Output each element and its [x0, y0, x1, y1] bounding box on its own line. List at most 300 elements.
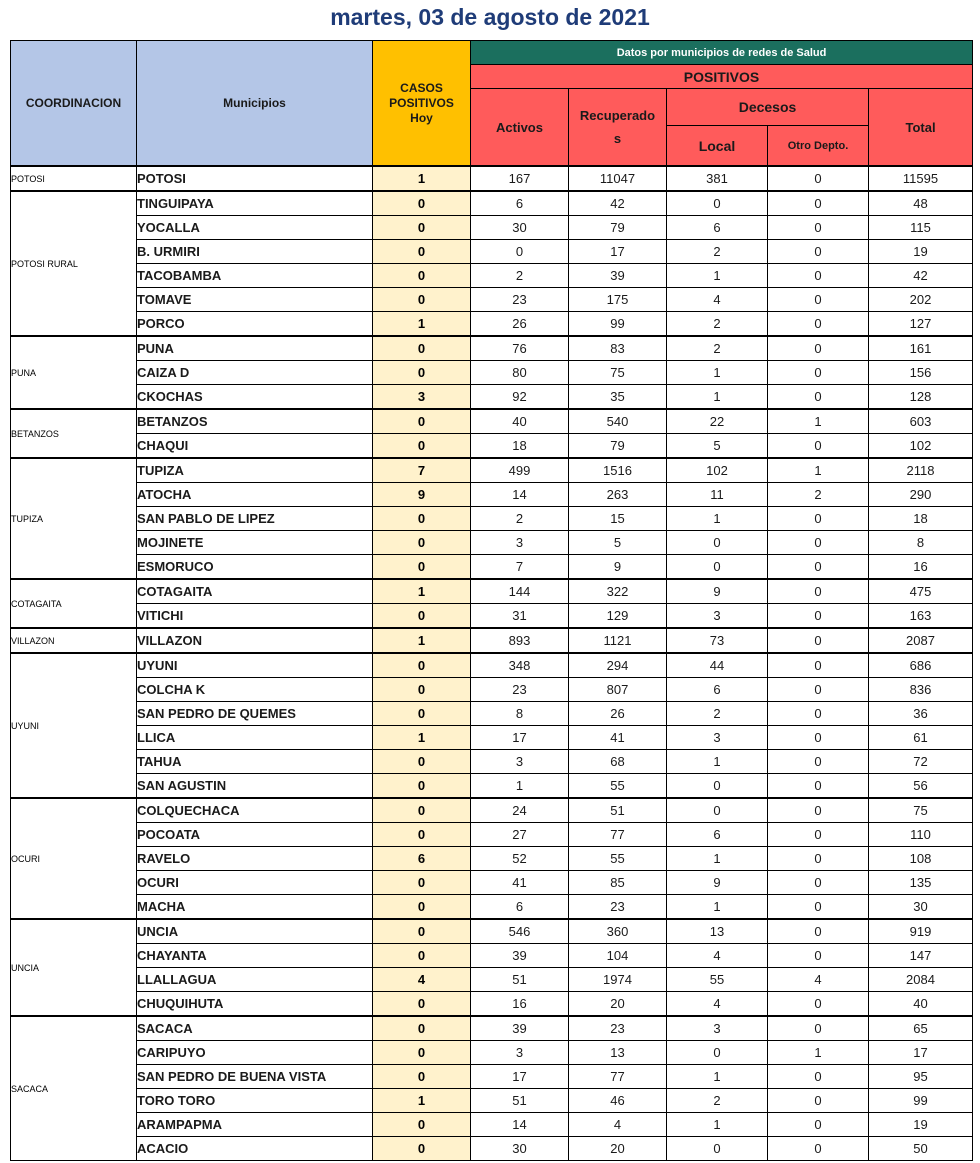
- local-decesos-cell: 102: [667, 458, 768, 483]
- coordinacion-group: [11, 166, 973, 191]
- total-cell: 2118: [869, 458, 973, 483]
- activos-cell: 39: [471, 944, 569, 968]
- activos-cell: 6: [471, 191, 569, 216]
- total-cell: 290: [869, 483, 973, 507]
- coordinacion-cell: COTAGAITA: [11, 579, 137, 628]
- casos-header-line: POSITIVOS: [389, 95, 454, 110]
- recuperados-cell: 20: [569, 1137, 667, 1161]
- activos-cell: 40: [471, 409, 569, 434]
- local-decesos-cell: 6: [667, 823, 768, 847]
- otro-depto-cell: 0: [768, 823, 869, 847]
- recuperados-cell: 1974: [569, 968, 667, 992]
- total-cell: 48: [869, 191, 973, 216]
- municipio-cell: TUPIZA: [137, 458, 373, 483]
- total-cell: 686: [869, 653, 973, 678]
- casos-hoy-cell: 0: [373, 750, 471, 774]
- table-row: [11, 555, 973, 580]
- otro-depto-cell: 0: [768, 895, 869, 920]
- local-decesos-cell: 9: [667, 871, 768, 895]
- otro-depto-cell: 0: [768, 361, 869, 385]
- casos-hoy-cell: 0: [373, 216, 471, 240]
- casos-hoy-cell: 0: [373, 702, 471, 726]
- municipio-cell: CKOCHAS: [137, 385, 373, 410]
- table-row: [11, 166, 973, 191]
- otro-depto-cell: 0: [768, 312, 869, 337]
- total-cell: 147: [869, 944, 973, 968]
- activos-cell: 41: [471, 871, 569, 895]
- total-cell: 919: [869, 919, 973, 944]
- table-row: [11, 579, 973, 604]
- activos-cell: 0: [471, 240, 569, 264]
- otro-depto-cell: 0: [768, 702, 869, 726]
- total-cell: 72: [869, 750, 973, 774]
- table-row: [11, 678, 973, 702]
- local-decesos-cell: 6: [667, 216, 768, 240]
- recuperados-cell: 322: [569, 579, 667, 604]
- municipio-cell: MACHA: [137, 895, 373, 920]
- activos-cell: 51: [471, 1089, 569, 1113]
- activos-cell: 14: [471, 1113, 569, 1137]
- municipio-cell: BETANZOS: [137, 409, 373, 434]
- municipio-cell: CHAYANTA: [137, 944, 373, 968]
- local-decesos-cell: 2: [667, 702, 768, 726]
- municipio-cell: PUNA: [137, 336, 373, 361]
- casos-hoy-cell: 0: [373, 409, 471, 434]
- coordinacion-cell: POTOSI: [11, 166, 137, 191]
- otro-depto-cell: 0: [768, 653, 869, 678]
- table-row: [11, 1016, 973, 1041]
- recuperados-cell: 23: [569, 895, 667, 920]
- casos-hoy-cell: 1: [373, 312, 471, 337]
- table-row: [11, 604, 973, 629]
- table-row: [11, 385, 973, 410]
- coordinacion-group: [11, 628, 973, 653]
- local-decesos-cell: 2: [667, 336, 768, 361]
- activos-cell: 893: [471, 628, 569, 653]
- local-decesos-cell: 11: [667, 483, 768, 507]
- recuperados-cell: 77: [569, 823, 667, 847]
- recuperados-cell: 55: [569, 847, 667, 871]
- municipio-cell: POTOSI: [137, 166, 373, 191]
- total-cell: 110: [869, 823, 973, 847]
- casos-header-line: CASOS: [400, 80, 443, 95]
- total-cell: 603: [869, 409, 973, 434]
- table-row: [11, 750, 973, 774]
- casos-hoy-cell: 0: [373, 1016, 471, 1041]
- local-decesos-cell: 0: [667, 191, 768, 216]
- local-decesos-cell: 0: [667, 1137, 768, 1161]
- casos-hoy-cell: 0: [373, 604, 471, 629]
- local-decesos-cell: 3: [667, 1016, 768, 1041]
- table-row: [11, 361, 973, 385]
- casos-hoy-cell: 0: [373, 774, 471, 799]
- otro-depto-cell: 0: [768, 555, 869, 580]
- activos-cell: 39: [471, 1016, 569, 1041]
- activos-cell: 76: [471, 336, 569, 361]
- table-row: [11, 1041, 973, 1065]
- local-decesos-cell: 13: [667, 919, 768, 944]
- municipio-cell: TAHUA: [137, 750, 373, 774]
- coordinacion-group: [11, 1016, 973, 1161]
- total-cell: 202: [869, 288, 973, 312]
- otro-depto-cell: 0: [768, 678, 869, 702]
- municipio-cell: SAN PEDRO DE QUEMES: [137, 702, 373, 726]
- activos-cell: 80: [471, 361, 569, 385]
- casos-hoy-cell: 3: [373, 385, 471, 410]
- recuperados-cell: 46: [569, 1089, 667, 1113]
- recuperados-header: [569, 89, 667, 167]
- recuperados-cell: 35: [569, 385, 667, 410]
- activos-cell: 31: [471, 604, 569, 629]
- activos-cell: 167: [471, 166, 569, 191]
- otro-depto-cell: 0: [768, 871, 869, 895]
- municipio-cell: UNCIA: [137, 919, 373, 944]
- activos-cell: 23: [471, 288, 569, 312]
- total-cell: 19: [869, 240, 973, 264]
- activos-cell: 30: [471, 1137, 569, 1161]
- table-row: [11, 919, 973, 944]
- coordinacion-group: [11, 653, 973, 798]
- activos-cell: 7: [471, 555, 569, 580]
- municipio-cell: VILLAZON: [137, 628, 373, 653]
- otro-depto-cell: 0: [768, 166, 869, 191]
- total-cell: 127: [869, 312, 973, 337]
- recuperados-cell: 23: [569, 1016, 667, 1041]
- table-row: [11, 895, 973, 920]
- table-row: [11, 798, 973, 823]
- municipio-cell: MOJINETE: [137, 531, 373, 555]
- local-decesos-cell: 2: [667, 1089, 768, 1113]
- local-decesos-cell: 1: [667, 361, 768, 385]
- local-decesos-cell: 1: [667, 895, 768, 920]
- local-decesos-cell: 381: [667, 166, 768, 191]
- activos-cell: 2: [471, 507, 569, 531]
- table-row: [11, 531, 973, 555]
- total-cell: 135: [869, 871, 973, 895]
- local-decesos-cell: 4: [667, 944, 768, 968]
- municipio-cell: OCURI: [137, 871, 373, 895]
- municipio-cell: CARIPUYO: [137, 1041, 373, 1065]
- otro-depto-cell: 0: [768, 216, 869, 240]
- otro-depto-cell: 0: [768, 579, 869, 604]
- recuperados-cell: 360: [569, 919, 667, 944]
- activos-cell: 14: [471, 483, 569, 507]
- recuperados-header-line: s: [613, 131, 622, 146]
- otro-depto-cell: 0: [768, 919, 869, 944]
- activos-cell: 17: [471, 1065, 569, 1089]
- local-decesos-cell: 3: [667, 726, 768, 750]
- municipio-cell: LLALLAGUA: [137, 968, 373, 992]
- municipio-cell: SAN PEDRO DE BUENA VISTA: [137, 1065, 373, 1089]
- local-decesos-cell: 55: [667, 968, 768, 992]
- otro-depto-cell: 1: [768, 409, 869, 434]
- casos-hoy-cell: 1: [373, 579, 471, 604]
- recuperados-cell: 1516: [569, 458, 667, 483]
- recuperados-cell: 39: [569, 264, 667, 288]
- activos-header: Activos: [471, 89, 569, 167]
- casos-hoy-cell: 0: [373, 434, 471, 459]
- table-row: [11, 823, 973, 847]
- municipio-cell: CHAQUI: [137, 434, 373, 459]
- otro-depto-cell: 0: [768, 992, 869, 1017]
- table-row: [11, 702, 973, 726]
- total-cell: 475: [869, 579, 973, 604]
- local-decesos-cell: 1: [667, 385, 768, 410]
- otro-depto-cell: 0: [768, 240, 869, 264]
- positivos-header: POSITIVOS: [471, 65, 973, 89]
- coordinacion-cell: TUPIZA: [11, 458, 137, 579]
- municipio-cell: TOMAVE: [137, 288, 373, 312]
- municipio-cell: CHUQUIHUTA: [137, 992, 373, 1017]
- activos-cell: 51: [471, 968, 569, 992]
- casos-hoy-cell: 0: [373, 919, 471, 944]
- total-cell: 16: [869, 555, 973, 580]
- coordinacion-group: [11, 191, 973, 336]
- otro-depto-cell: 0: [768, 944, 869, 968]
- local-decesos-cell: 1: [667, 847, 768, 871]
- table-row: [11, 774, 973, 799]
- total-cell: 102: [869, 434, 973, 459]
- local-decesos-cell: 4: [667, 288, 768, 312]
- otro-depto-cell: 1: [768, 458, 869, 483]
- total-cell: 42: [869, 264, 973, 288]
- otro-depto-cell: 0: [768, 774, 869, 799]
- local-decesos-cell: 0: [667, 774, 768, 799]
- coordinacion-cell: UYUNI: [11, 653, 137, 798]
- table-row: [11, 1065, 973, 1089]
- recuperados-cell: 4: [569, 1113, 667, 1137]
- coordinacion-group: [11, 336, 973, 409]
- recuperados-cell: 263: [569, 483, 667, 507]
- recuperados-cell: 77: [569, 1065, 667, 1089]
- activos-cell: 27: [471, 823, 569, 847]
- table-row: [11, 653, 973, 678]
- municipio-cell: LLICA: [137, 726, 373, 750]
- municipio-cell: ARAMPAPMA: [137, 1113, 373, 1137]
- total-cell: 836: [869, 678, 973, 702]
- municipio-cell: TINGUIPAYA: [137, 191, 373, 216]
- otro-depto-header: Otro Depto.: [768, 126, 869, 167]
- municipio-cell: CAIZA D: [137, 361, 373, 385]
- coordinacion-cell: VILLAZON: [11, 628, 137, 653]
- local-decesos-cell: 9: [667, 579, 768, 604]
- local-header: Local: [667, 126, 768, 167]
- casos-hoy-cell: 0: [373, 507, 471, 531]
- local-decesos-cell: 0: [667, 1041, 768, 1065]
- otro-depto-cell: 0: [768, 288, 869, 312]
- casos-header-line: Hoy: [410, 110, 433, 125]
- recuperados-cell: 1121: [569, 628, 667, 653]
- recuperados-cell: 20: [569, 992, 667, 1017]
- total-cell: 75: [869, 798, 973, 823]
- activos-cell: 3: [471, 1041, 569, 1065]
- table-row: [11, 1113, 973, 1137]
- coordinacion-group: [11, 798, 973, 919]
- casos-hoy-cell: 0: [373, 336, 471, 361]
- recuperados-cell: 129: [569, 604, 667, 629]
- total-cell: 2084: [869, 968, 973, 992]
- total-cell: 99: [869, 1089, 973, 1113]
- otro-depto-cell: 1: [768, 1041, 869, 1065]
- recuperados-header-line: Recuperado: [579, 108, 656, 123]
- total-cell: 19: [869, 1113, 973, 1137]
- casos-hoy-cell: 0: [373, 531, 471, 555]
- total-cell: 50: [869, 1137, 973, 1161]
- casos-hoy-cell: 0: [373, 823, 471, 847]
- table-row: [11, 628, 973, 653]
- otro-depto-cell: 0: [768, 264, 869, 288]
- table-row: [11, 507, 973, 531]
- casos-hoy-cell: 0: [373, 1041, 471, 1065]
- municipio-cell: ESMORUCO: [137, 555, 373, 580]
- casos-hoy-cell: 0: [373, 798, 471, 823]
- local-decesos-cell: 4: [667, 992, 768, 1017]
- recuperados-cell: 104: [569, 944, 667, 968]
- local-decesos-cell: 1: [667, 1113, 768, 1137]
- local-decesos-cell: 22: [667, 409, 768, 434]
- local-decesos-cell: 1: [667, 1065, 768, 1089]
- activos-cell: 92: [471, 385, 569, 410]
- casos-positivos-hoy-header: [373, 41, 471, 167]
- coordinacion-cell: POTOSI RURAL: [11, 191, 137, 336]
- table-row: [11, 264, 973, 288]
- casos-hoy-cell: 0: [373, 1065, 471, 1089]
- total-cell: 18: [869, 507, 973, 531]
- activos-cell: 52: [471, 847, 569, 871]
- local-decesos-cell: 0: [667, 555, 768, 580]
- municipio-cell: RAVELO: [137, 847, 373, 871]
- total-cell: 161: [869, 336, 973, 361]
- table-row: [11, 240, 973, 264]
- coordinacion-cell: SACACA: [11, 1016, 137, 1161]
- casos-hoy-cell: 0: [373, 678, 471, 702]
- coordinacion-cell: BETANZOS: [11, 409, 137, 458]
- local-decesos-cell: 3: [667, 604, 768, 629]
- table-header: [11, 41, 973, 167]
- otro-depto-cell: 0: [768, 434, 869, 459]
- recuperados-cell: 85: [569, 871, 667, 895]
- recuperados-cell: 51: [569, 798, 667, 823]
- activos-cell: 1: [471, 774, 569, 799]
- municipio-cell: TORO TORO: [137, 1089, 373, 1113]
- table-row: [11, 191, 973, 216]
- casos-hoy-cell: 9: [373, 483, 471, 507]
- table-row: [11, 968, 973, 992]
- casos-hoy-cell: 1: [373, 628, 471, 653]
- recuperados-cell: 79: [569, 216, 667, 240]
- table-row: [11, 336, 973, 361]
- local-decesos-cell: 2: [667, 240, 768, 264]
- report-title: martes, 03 de agosto de 2021: [330, 4, 650, 30]
- activos-cell: 546: [471, 919, 569, 944]
- activos-cell: 16: [471, 992, 569, 1017]
- coordinacion-cell: UNCIA: [11, 919, 137, 1016]
- coordinacion-cell: OCURI: [11, 798, 137, 919]
- recuperados-cell: 175: [569, 288, 667, 312]
- municipio-cell: COLQUECHACA: [137, 798, 373, 823]
- recuperados-cell: 13: [569, 1041, 667, 1065]
- table-row: [11, 847, 973, 871]
- otro-depto-cell: 0: [768, 750, 869, 774]
- otro-depto-cell: 4: [768, 968, 869, 992]
- activos-cell: 17: [471, 726, 569, 750]
- municipio-cell: ATOCHA: [137, 483, 373, 507]
- activos-cell: 24: [471, 798, 569, 823]
- table-row: [11, 458, 973, 483]
- total-cell: 36: [869, 702, 973, 726]
- decesos-header: Decesos: [667, 89, 869, 126]
- municipio-cell: COTAGAITA: [137, 579, 373, 604]
- table-row: [11, 1089, 973, 1113]
- recuperados-cell: 42: [569, 191, 667, 216]
- casos-hoy-cell: 0: [373, 264, 471, 288]
- table-row: [11, 434, 973, 459]
- municipio-cell: SAN PABLO DE LIPEZ: [137, 507, 373, 531]
- recuperados-cell: 79: [569, 434, 667, 459]
- recuperados-cell: 26: [569, 702, 667, 726]
- otro-depto-cell: 0: [768, 1065, 869, 1089]
- local-decesos-cell: 0: [667, 531, 768, 555]
- coordinacion-group: [11, 579, 973, 628]
- coordinacion-header: COORDINACION: [11, 41, 137, 167]
- municipio-cell: ACACIO: [137, 1137, 373, 1161]
- casos-hoy-cell: 4: [373, 968, 471, 992]
- recuperados-cell: 9: [569, 555, 667, 580]
- recuperados-cell: 17: [569, 240, 667, 264]
- local-decesos-cell: 1: [667, 750, 768, 774]
- casos-hoy-cell: 0: [373, 992, 471, 1017]
- total-cell: 156: [869, 361, 973, 385]
- recuperados-cell: 41: [569, 726, 667, 750]
- local-decesos-cell: 73: [667, 628, 768, 653]
- activos-cell: 348: [471, 653, 569, 678]
- total-cell: 40: [869, 992, 973, 1017]
- otro-depto-cell: 0: [768, 1137, 869, 1161]
- activos-cell: 8: [471, 702, 569, 726]
- otro-depto-cell: 0: [768, 604, 869, 629]
- total-cell: 8: [869, 531, 973, 555]
- otro-depto-cell: 0: [768, 507, 869, 531]
- local-decesos-cell: 44: [667, 653, 768, 678]
- total-cell: 17: [869, 1041, 973, 1065]
- casos-hoy-cell: 0: [373, 361, 471, 385]
- recuperados-cell: 75: [569, 361, 667, 385]
- casos-hoy-cell: 0: [373, 288, 471, 312]
- datos-header: Datos por municipios de redes de Salud: [471, 41, 973, 65]
- otro-depto-cell: 0: [768, 385, 869, 410]
- otro-depto-cell: 0: [768, 798, 869, 823]
- recuperados-cell: 294: [569, 653, 667, 678]
- otro-depto-cell: 0: [768, 1089, 869, 1113]
- activos-cell: 23: [471, 678, 569, 702]
- activos-cell: 3: [471, 750, 569, 774]
- recuperados-cell: 807: [569, 678, 667, 702]
- total-cell: 65: [869, 1016, 973, 1041]
- casos-hoy-cell: 0: [373, 191, 471, 216]
- casos-hoy-cell: 0: [373, 555, 471, 580]
- otro-depto-cell: 0: [768, 191, 869, 216]
- table-row: [11, 312, 973, 337]
- municipio-cell: VITICHI: [137, 604, 373, 629]
- recuperados-cell: 540: [569, 409, 667, 434]
- coordinacion-group: [11, 919, 973, 1016]
- otro-depto-cell: 0: [768, 336, 869, 361]
- total-cell: 108: [869, 847, 973, 871]
- local-decesos-cell: 5: [667, 434, 768, 459]
- activos-cell: 144: [471, 579, 569, 604]
- municipio-cell: SAN AGUSTIN: [137, 774, 373, 799]
- local-decesos-cell: 1: [667, 264, 768, 288]
